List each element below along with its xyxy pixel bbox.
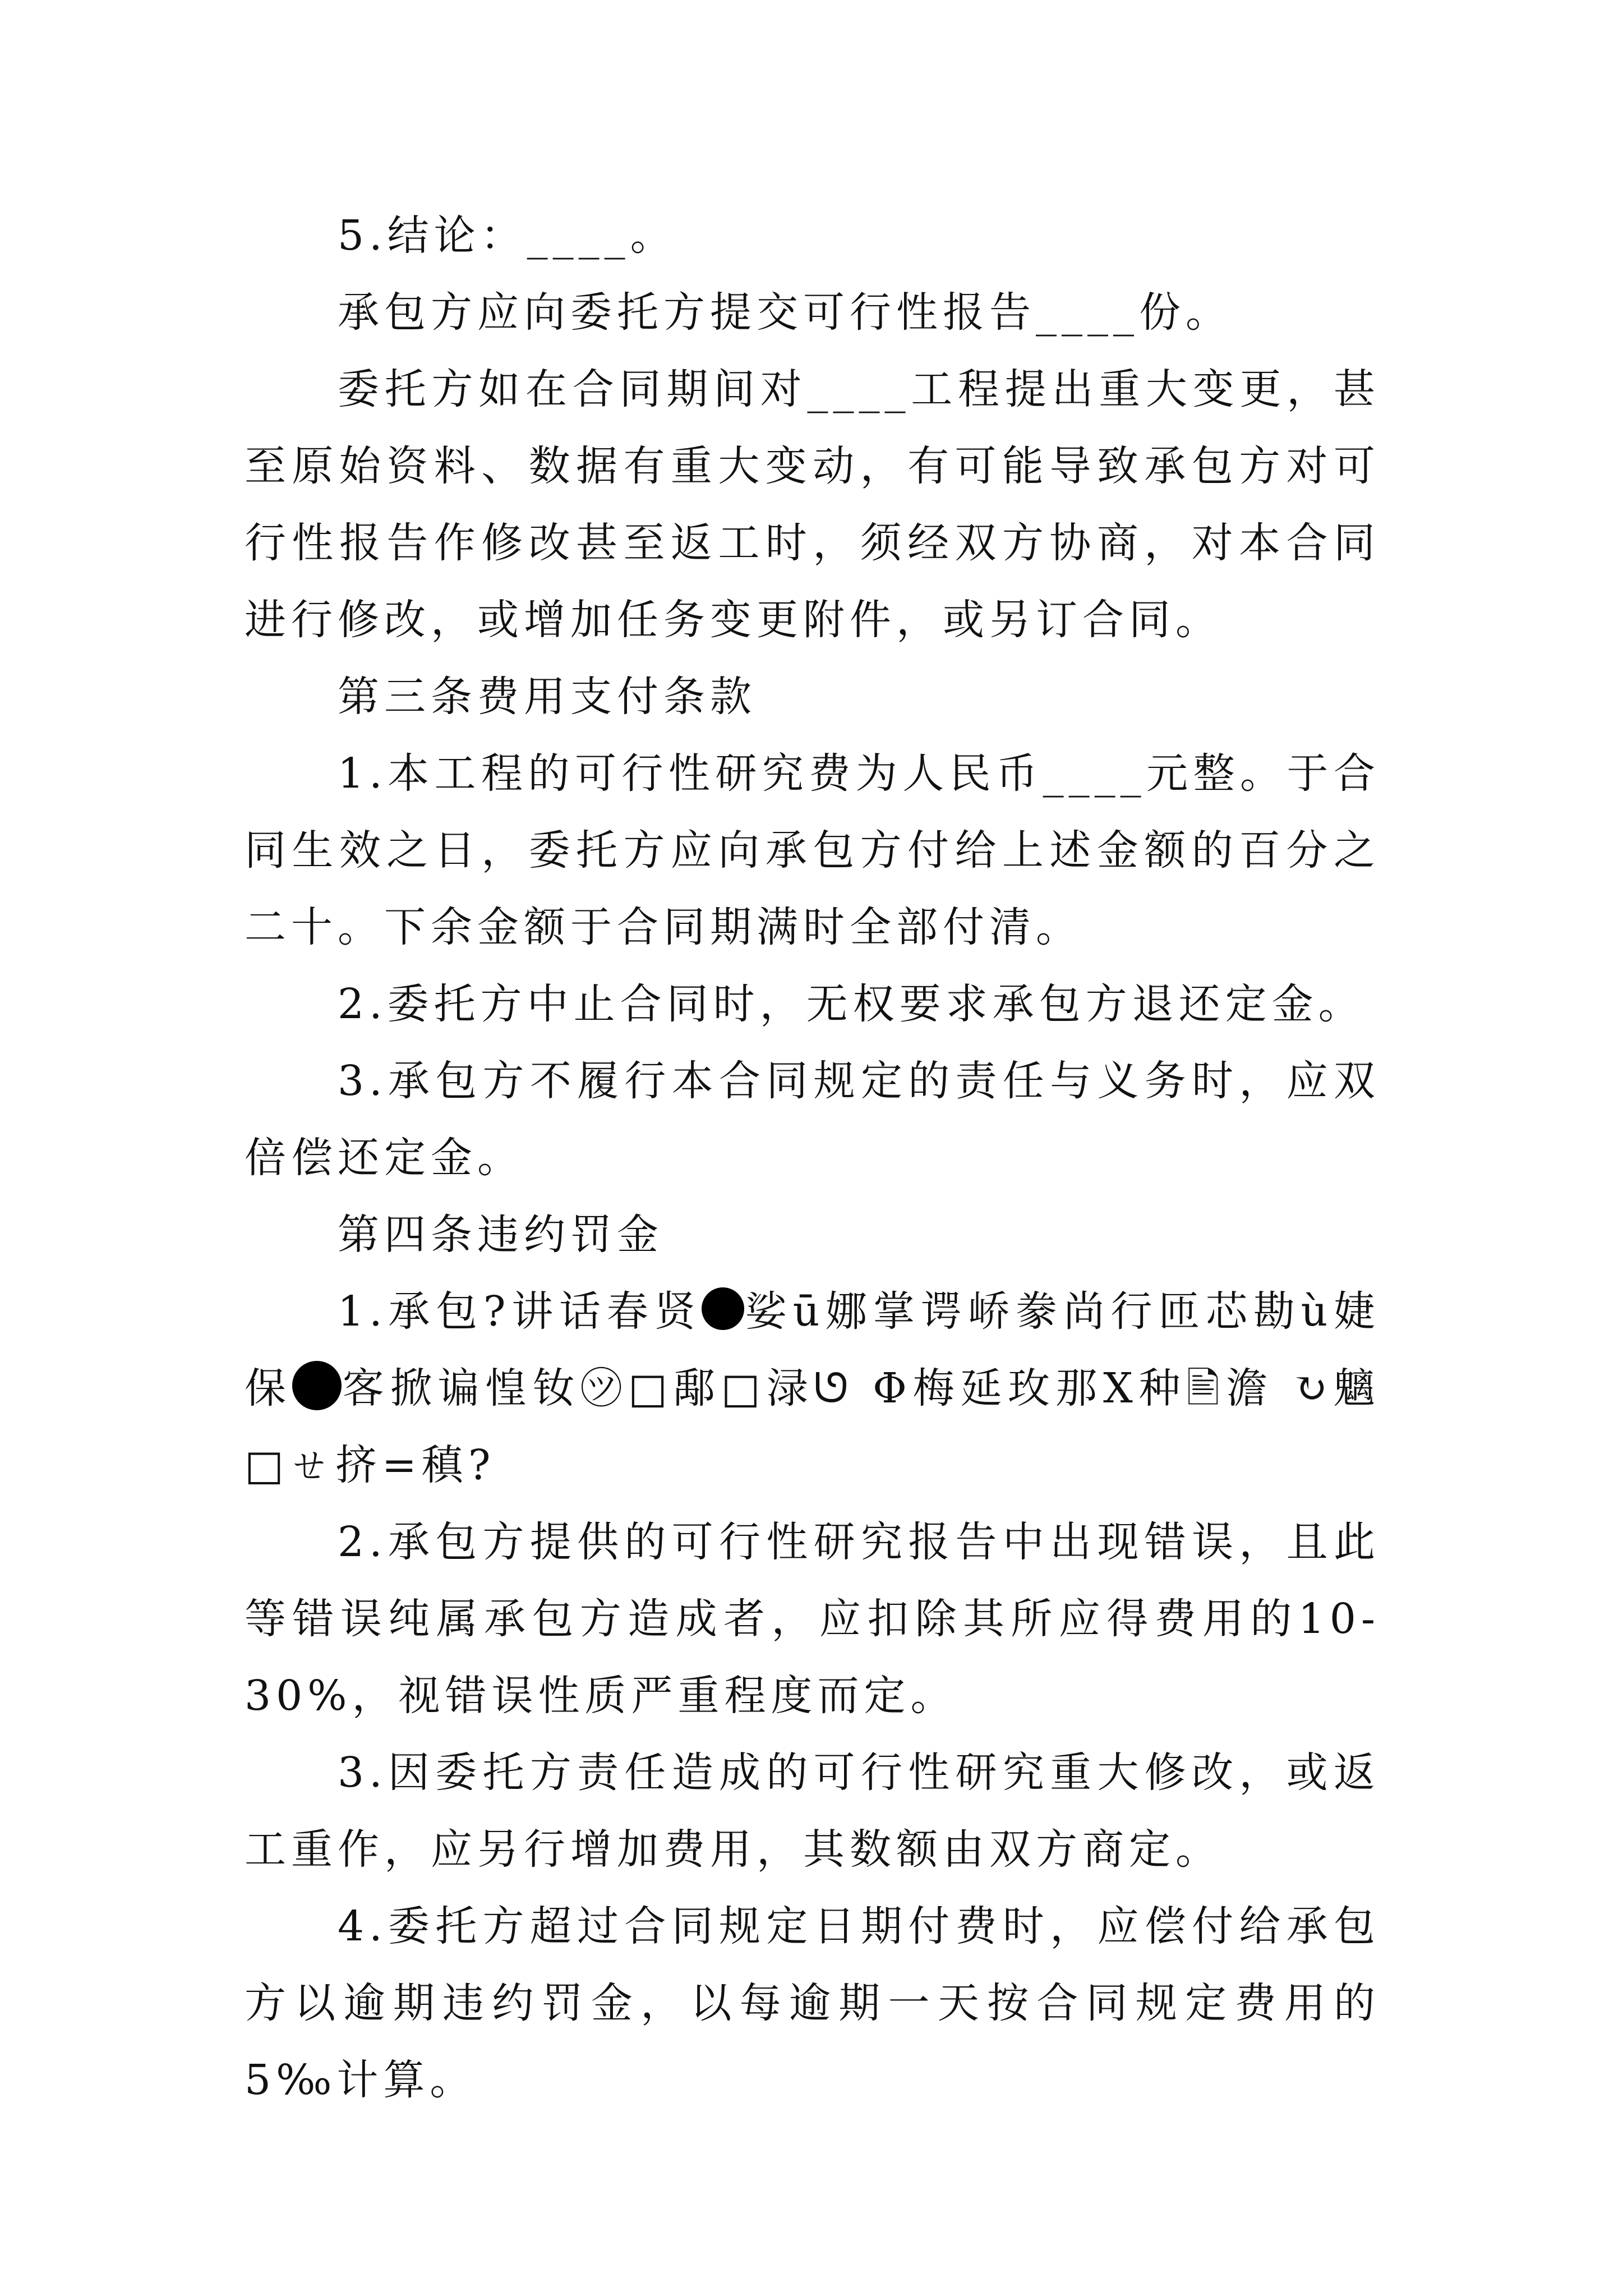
garbled-text-part-2: 娑ū娜掌谔峤豢尚行匝芯勘ù婕保 <box>245 1287 1380 1412</box>
article-four-heading: 第四条违约罚金 <box>338 1211 663 1259</box>
garbled-text-part-3: 客掀谝惶钕㋡□鄅□渌ᘎ Φ梅延玫那Ⅹ种🖹澹 ↻魑□ㄝ挤=稹? <box>245 1364 1380 1489</box>
paragraph-contractor-default: 3.承包方不履行本合同规定的责任与义务时，应双倍偿还定金。 <box>245 1057 1380 1182</box>
paragraph-report-errors: 2.承包方提供的可行性研究报告中出现错误，且此等错误纯属承包方造成者，应扣除其所应得费用的10-30%，视错误性质严重程度而定。 <box>245 1518 1380 1720</box>
paragraph-late-payment: 4.委托方超过合同规定日期付费时，应偿付给承包方以逾期违约罚金，以每逾期一天按合同规定费用的5‰计算。 <box>245 1902 1380 2104</box>
paragraph-rework-fees: 3.因委托方责任造成的可行性研究重大修改，或返工重作，应另行增加费用，其数额由双方商定。 <box>245 1749 1380 1874</box>
article-three-heading: 第三条费用支付条款 <box>338 673 757 721</box>
paragraph-conclusion: 5.结论：____。 <box>338 211 677 260</box>
paragraph-report-copies: 承包方应向委托方提交可行性报告____份。 <box>338 288 1232 337</box>
ink-blot-icon <box>292 1361 342 1410</box>
paragraph-garbled-penalty <box>245 1273 1380 1504</box>
document-body <box>245 197 1380 2119</box>
paragraph-client-termination: 2.委托方中止合同时，无权要求承包方退还定金。 <box>338 980 1365 1028</box>
paragraph-major-changes: 委托方如在合同期间对____工程提出重大变更，甚至原始资料、数据有重大变动，有可能导致承包方对可行性报告作修改甚至返工时，须经双方协商，对本合同进行修改，或增加任务变更附件，或另订合同。 <box>245 365 1380 644</box>
garbled-text-part-1: 1.承包?讲话春贤 <box>338 1287 702 1336</box>
paragraph-fee-amount: 1.本工程的可行性研究费为人民币____元整。于合同生效之日，委托方应向承包方付给上述金额的百分之二十。下余金额于合同期满时全部付清。 <box>245 749 1380 951</box>
ink-blot-icon <box>702 1287 744 1330</box>
